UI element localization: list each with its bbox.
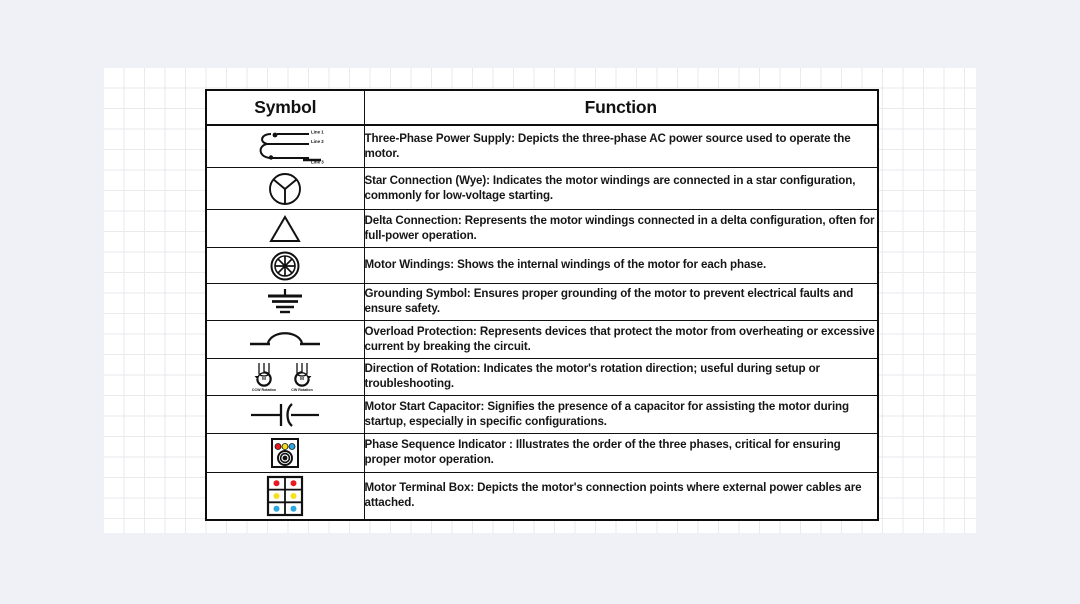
function-text: Three-Phase Power Supply: Depicts the three-phase AC power source used to operate the motor. [364,131,851,160]
function-cell [364,473,878,521]
line-1-label: Line 1 [311,128,324,134]
motor-start-capacitor-symbol [207,398,364,432]
motor-symbols-table [205,89,879,521]
table-header [206,90,878,125]
three-phase-power-supply-symbol [207,128,364,166]
terminal-dot-yellow-1 [274,493,280,499]
function-text: Direction of Rotation: Indicates the motor's rotation direction; useful during setup or troubleshooting. [364,362,820,390]
function-cell [364,284,878,321]
function-text: Motor Terminal Box: Depicts the motor's connection points where external power cables are attached. [364,481,862,509]
table-row [206,359,878,396]
motor-windings-symbol [207,249,364,283]
function-cell [364,321,878,359]
table-row [206,396,878,434]
function-cell [364,168,878,210]
terminal-dot-blue-1 [274,506,280,512]
function-cell [364,125,878,168]
column-header-symbol: Symbol [206,90,364,125]
function-text: Motor Start Capacitor: Signifies the presence of a capacitor for assisting the motor during startup, especially in specific configurations. [364,399,849,428]
function-text: Star Connection (Wye): Indicates the motor windings are connected in a star configuration, commonly for low-voltage starting. [364,173,856,202]
terminal-dot-blue-2 [291,506,297,512]
function-text: Motor Windings: Shows the internal windings of the motor for each phase. [364,258,767,272]
table-row [206,168,878,210]
table-row [206,434,878,473]
svg-text:M: M [300,375,305,381]
table-row [206,125,878,168]
table-row [206,321,878,359]
table-body [206,125,878,520]
delta-connection-symbol [207,212,364,246]
function-text: Overload Protection: Represents devices that protect the motor from overheating or excessive current by breaking the circuit. [364,324,875,353]
table-row [206,248,878,284]
terminal-dot-red-1 [274,480,280,486]
symbol-cell-star-connection [206,168,364,210]
table-row [206,473,878,521]
phase-sequence-indicator-symbol [207,436,364,470]
overload-protection-symbol [207,323,364,357]
svg-text:M: M [262,375,267,381]
phase-dot-yellow [282,444,288,450]
symbol-cell-direction-of-rotation [206,359,364,396]
symbol-cell-motor-windings [206,248,364,284]
function-text: Grounding Symbol: Ensures proper grounding of the motor to prevent electrical faults and ensure safety. [364,287,854,315]
phase-dot-blue [289,444,295,450]
function-cell [364,359,878,396]
motor-terminal-box-symbol [207,475,364,517]
function-cell [364,396,878,434]
line-2-label: Line 2 [311,138,324,144]
line-3-label: Line 3 [311,159,324,164]
function-cell [364,434,878,473]
ccw-rotation-label: CCW Rotation [252,388,277,392]
symbol-cell-phase-sequence-indicator [206,434,364,473]
symbol-cell-delta-connection [206,210,364,248]
grounding-symbol [207,285,364,319]
star-wye-connection-symbol [207,171,364,207]
terminal-dot-red-2 [291,480,297,486]
function-cell [364,248,878,284]
table-header-row [206,90,878,125]
function-cell [364,210,878,248]
table-row [206,284,878,321]
terminal-dot-yellow-2 [291,493,297,499]
phase-dot-red [275,444,281,450]
column-header-function: Function [364,90,878,125]
symbol-cell-overload-protection [206,321,364,359]
symbol-cell-motor-terminal-box [206,473,364,521]
symbol-cell-grounding [206,284,364,321]
function-text: Delta Connection: Represents the motor windings connected in a delta configuration, often for full-power operation. [364,213,875,242]
symbol-cell-motor-start-capacitor [206,396,364,434]
direction-of-rotation-symbol [207,360,364,394]
table-row [206,210,878,248]
symbol-cell-three-phase-power-supply [206,125,364,168]
function-text: Phase Sequence Indicator : Illustrates the order of the three phases, critical for ensuring proper motor operation. [364,438,841,466]
cw-rotation-label: CW Rotation [291,388,314,392]
